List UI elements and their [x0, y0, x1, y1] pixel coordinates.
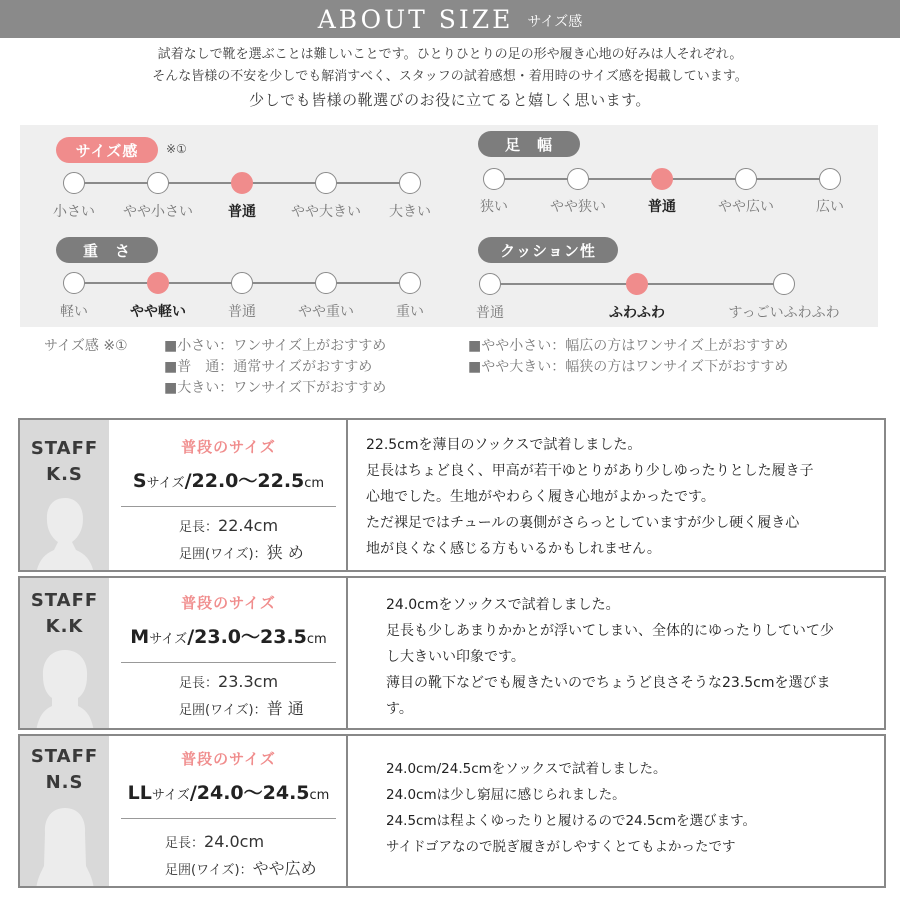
scale-option-label: 普通	[476, 305, 504, 321]
staff-comment	[386, 756, 756, 860]
staff-initials: N.S	[45, 772, 84, 793]
page-subtitle: サイズ感	[527, 14, 583, 30]
scale-dot-selected	[651, 168, 673, 190]
comment-line: 24.0cmをソックスで試着しました。	[386, 597, 620, 613]
size-unit: cm	[309, 788, 330, 803]
scale-dot	[315, 272, 337, 294]
staff-title: STAFF	[30, 746, 99, 767]
size-word: サイズ	[149, 632, 188, 647]
staff-silhouette-icon	[34, 492, 96, 570]
cushion-pill: クッション性	[478, 237, 618, 263]
usual-size-label: 普段のサイズ	[181, 438, 276, 456]
foot-width	[165, 856, 317, 879]
size-unit: cm	[304, 476, 325, 491]
foot-length	[165, 832, 264, 851]
intro-line-1: 試着なしで靴を選ぶことは難しいことです。ひとりひとりの足の形や履き心地の好みは人それぞれ。	[157, 47, 743, 62]
foot-width-label: 足囲(ワイズ)：	[165, 863, 253, 878]
legend-item: ■普 通：通常サイズがおすすめ	[164, 359, 373, 375]
comment-line: 地が良くなく感じる方もいるかもしれません。	[366, 541, 661, 557]
scale-option-label: 普通	[648, 199, 676, 215]
scale-option-label: やや小さい	[123, 204, 193, 220]
size-letter: LL	[127, 782, 152, 804]
foot-width-value: 普 通	[266, 699, 304, 718]
size-divider	[121, 662, 336, 663]
staff-title: STAFF	[30, 590, 99, 611]
size-divider	[121, 506, 336, 507]
legend-item: ■やや小さい：幅広の方はワンサイズ上がおすすめ	[468, 338, 789, 354]
comment-line: 足長も少しあまりかかとが浮いてしまい、全体的にゆったりしていて少	[386, 623, 834, 639]
scale-option-label: 軽い	[60, 304, 88, 320]
weight-pill: 重 さ	[56, 237, 158, 263]
staff-panel	[20, 736, 109, 886]
staff-silhouette-icon	[34, 646, 96, 728]
scale-option-label: 普通	[228, 204, 256, 220]
usual-size-label: 普段のサイズ	[181, 750, 276, 768]
scale-dot	[399, 272, 421, 294]
legend-item: ■小さい：ワンサイズ上がおすすめ	[164, 338, 387, 354]
scale-dot	[479, 273, 501, 295]
scale-option-label: 重い	[396, 304, 424, 320]
foot-length	[179, 516, 278, 535]
usual-size-value	[109, 778, 348, 805]
scale-option-label: 大きい	[389, 204, 431, 220]
usual-size-value	[109, 622, 348, 649]
scale-dot	[147, 172, 169, 194]
foot-width	[179, 540, 304, 563]
scale-option-label: やや広い	[718, 199, 774, 215]
scale-dot	[735, 168, 757, 190]
legend-title: サイズ感 ※①	[44, 338, 128, 354]
staff-silhouette-icon	[34, 804, 96, 886]
scale-dot	[819, 168, 841, 190]
foot-length-value: 24.0cm	[204, 832, 265, 851]
size-word: サイズ	[146, 476, 185, 491]
scale-dot	[399, 172, 421, 194]
size-letter: M	[130, 626, 150, 648]
scale-option-label: 普通	[228, 304, 256, 320]
size-unit: cm	[306, 632, 327, 647]
foot-width-value: やや広め	[252, 859, 317, 878]
scale-dot-selected	[231, 172, 253, 194]
staff-title: STAFF	[30, 438, 99, 459]
legend-right	[468, 336, 788, 378]
size-range: /23.0〜23.5	[187, 626, 307, 648]
foot-width-value: 狭 め	[266, 543, 304, 562]
header-bar	[0, 0, 900, 38]
staff-panel	[20, 578, 109, 728]
scale-dot	[567, 168, 589, 190]
staff-initials: K.K	[45, 616, 84, 637]
size-panel	[109, 420, 348, 570]
scale-option-label: やや大きい	[291, 204, 361, 220]
foot-length-label: 足長：	[179, 676, 219, 691]
foot-length-label: 足長：	[179, 520, 219, 535]
size-word: サイズ	[151, 788, 190, 803]
scale-dot	[63, 172, 85, 194]
intro-text	[0, 44, 900, 112]
scale-option-label: やや狭い	[550, 199, 606, 215]
size-range: /24.0〜24.5	[189, 782, 310, 804]
foot-width	[179, 696, 304, 719]
staff-card	[18, 734, 886, 888]
staff-panel	[20, 420, 109, 570]
foot-width-label: 足囲(ワイズ)：	[179, 547, 267, 562]
legend-item: ■大きい：ワンサイズ下がおすすめ	[164, 380, 387, 396]
legend-item: ■やや大きい：幅狭の方はワンサイズ下がおすすめ	[468, 359, 789, 375]
scale-dot	[231, 272, 253, 294]
size-letter: S	[132, 470, 147, 492]
scale-option-label: やや軽い	[130, 304, 186, 320]
comment-line: 22.5cmを薄目のソックスで試着しました。	[366, 437, 642, 453]
comment-line: す。	[386, 701, 413, 717]
comment-line: 24.0cmは少し窮屈に感じられました。	[386, 787, 626, 803]
scale-dot	[63, 272, 85, 294]
scale-dot	[773, 273, 795, 295]
scale-option-label: やや重い	[298, 304, 354, 320]
comment-line: し大きいい印象です。	[386, 649, 525, 665]
staff-card	[18, 418, 886, 572]
foot-length	[179, 672, 278, 691]
staff-card	[18, 576, 886, 730]
size-divider	[121, 818, 336, 819]
legend-left	[164, 336, 386, 399]
usual-size-value	[109, 466, 348, 493]
comment-line: 心地でした。生地がやわらく履き心地がよかったです。	[366, 489, 715, 505]
scale-dot-selected	[147, 272, 169, 294]
intro-line-2: そんな皆様の不安を少しでも解消すべく、スタッフの試着感想・着用時のサイズ感を掲載しています。	[152, 69, 748, 84]
foot-length-label: 足長：	[165, 836, 205, 851]
intro-line-3: 少しでも皆様の靴選びのお役に立てると嬉しく思います。	[249, 91, 651, 109]
staff-comment	[386, 592, 834, 722]
usual-size-label: 普段のサイズ	[181, 594, 276, 612]
scale-dot	[315, 172, 337, 194]
staff-comment	[366, 432, 814, 562]
comment-line: 足長はちょど良く、甲高が若干ゆとりがあり少しゆったりとした履き子	[366, 463, 814, 479]
foot-width-pill: 足 幅	[478, 131, 580, 157]
comment-line: 24.5cmは程よくゆったりと履けるので24.5cmを選びます。	[386, 813, 757, 829]
scale-option-label: すっごいふわふわ	[728, 305, 840, 321]
scale-dot	[483, 168, 505, 190]
staff-initials: K.S	[46, 464, 83, 485]
comment-line: サイドゴアなので脱ぎ履きがしやすくとてもよかったです	[386, 839, 736, 855]
scale-option-label: 小さい	[53, 204, 95, 220]
size-feel-pill: サイズ感	[56, 137, 158, 163]
comment-line: 薄目の靴下などでも履きたいのでちょうど良さそうな23.5cmを選びま	[386, 675, 831, 691]
size-panel	[109, 736, 348, 886]
scale-option-label: ふわふわ	[609, 305, 665, 321]
comment-line: 24.0cm/24.5cmをソックスで試着しました。	[386, 761, 667, 777]
size-panel	[109, 578, 348, 728]
size-range: /22.0〜22.5	[184, 470, 305, 492]
scale-option-label: 狭い	[480, 199, 508, 215]
page-title: ABOUT SIZE	[317, 4, 514, 34]
foot-length-value: 22.4cm	[218, 516, 279, 535]
scale-dot-selected	[626, 273, 648, 295]
foot-length-value: 23.3cm	[218, 672, 279, 691]
comment-line: ただ裸足ではチュールの裏側がさらっとしていますが少し硬く履き心	[366, 515, 800, 531]
foot-width-label: 足囲(ワイズ)：	[179, 703, 267, 718]
scale-option-label: 広い	[816, 199, 844, 215]
size-feel-note: ※①	[166, 142, 187, 156]
